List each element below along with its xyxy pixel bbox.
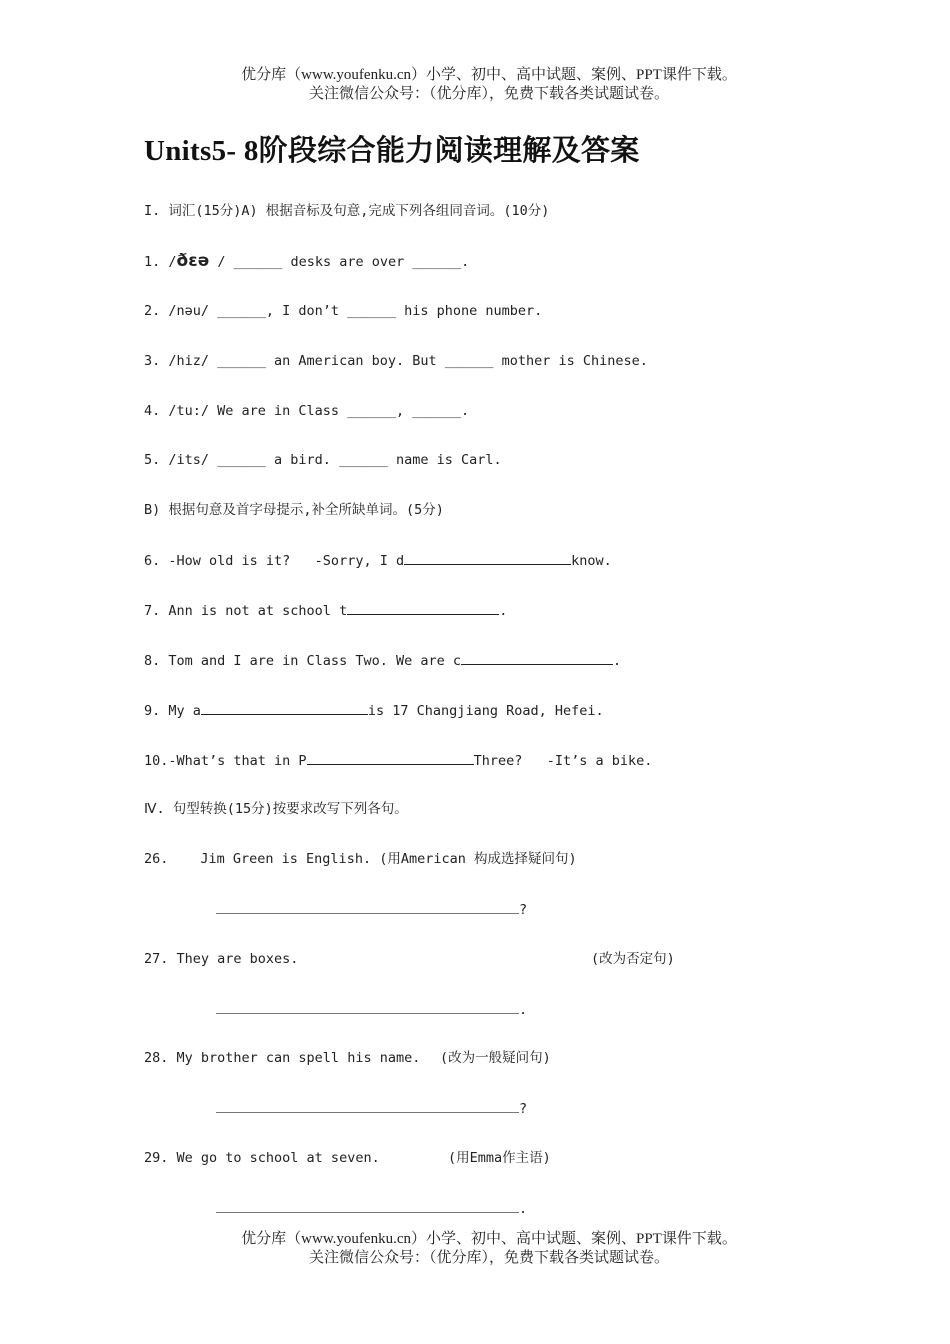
question-7 xyxy=(144,601,507,620)
question-6-blank[interactable] xyxy=(404,551,571,565)
question-8-end: . xyxy=(612,653,622,669)
question-28: 28. My brother can spell his name. xyxy=(144,1050,421,1066)
header-line-2: 关注微信公众号：（优分库），免费下载各类试题试卷。 xyxy=(308,86,669,102)
question-27-answer-end: . xyxy=(519,1002,528,1018)
question-27-answer-line[interactable] xyxy=(216,1000,519,1014)
question-6 xyxy=(144,551,612,570)
question-6-end: know. xyxy=(571,553,612,569)
section-4-heading: Ⅳ. 句型转换(15分)按要求改写下列各句。 xyxy=(144,801,408,817)
question-10-blank[interactable] xyxy=(307,751,474,765)
footer-line-1: 优分库（www.youfenku.cn）小学、初中、高中试题、案例、PPT课件下载。 xyxy=(241,1231,737,1247)
question-29-instruction: (用Emma作主语) xyxy=(448,1150,551,1166)
question-8 xyxy=(144,651,621,670)
question-5: 5. /its/ ______ a bird. ______ name is Carl. xyxy=(144,452,502,468)
question-10-text: 10.-What’s that in P xyxy=(144,753,307,769)
question-26-number: 26. xyxy=(144,851,169,867)
question-29-answer xyxy=(216,1199,527,1218)
question-6-text: 6. -How old is it? -Sorry, I d xyxy=(144,553,405,569)
question-7-blank[interactable] xyxy=(347,601,499,615)
question-9-text: 9. My a xyxy=(144,703,201,719)
page-title: Units5- 8阶段综合能力阅读理解及答案 xyxy=(144,135,640,167)
question-10-end: Three? -It’s a bike. xyxy=(473,753,653,769)
section-1-heading: I. 词汇(15分)A) 根据音标及句意,完成下列各组同音词。(10分) xyxy=(144,203,550,219)
question-28-answer-end: ? xyxy=(519,1101,528,1117)
question-26-answer xyxy=(216,900,527,919)
question-1-number: 1. xyxy=(144,254,161,270)
question-3: 3. /hiz/ ______ an American boy. But ______ mother is Chinese. xyxy=(144,353,648,369)
question-8-blank[interactable] xyxy=(461,651,613,665)
question-28-answer-line[interactable] xyxy=(216,1099,519,1113)
page-footer xyxy=(0,1230,950,1268)
question-27: 27. They are boxes. xyxy=(144,951,299,967)
question-29-answer-line[interactable] xyxy=(216,1199,519,1213)
question-4: 4. /tu:/ We are in Class ______, ______. xyxy=(144,403,470,419)
question-26 xyxy=(144,850,577,868)
question-10 xyxy=(144,751,652,770)
question-26-answer-end: ? xyxy=(519,902,528,918)
question-29: 29. We go to school at seven. xyxy=(144,1150,380,1166)
question-1-ipa-prefix: / xyxy=(168,254,177,270)
question-26-answer-line[interactable] xyxy=(216,900,519,914)
question-9 xyxy=(144,701,604,720)
question-8-text: 8. Tom and I are in Class Two. We are c xyxy=(144,653,461,669)
page-header xyxy=(0,66,950,104)
question-1-text: / ______ desks are over ______. xyxy=(209,254,470,270)
question-27-instruction: (改为否定句) xyxy=(591,951,675,967)
question-9-blank[interactable] xyxy=(201,701,368,715)
question-1-ipa: ðɛə xyxy=(176,251,210,271)
question-2: 2. /nəu/ ______, I don’t ______ his phone number. xyxy=(144,303,543,319)
question-29-answer-end: . xyxy=(519,1201,528,1217)
question-7-end: . xyxy=(499,603,508,619)
question-26-text: Jim Green is English. (用American 构成选择疑问句) xyxy=(200,851,577,867)
question-27-answer xyxy=(216,1000,527,1019)
header-line-1: 优分库（www.youfenku.cn）小学、初中、高中试题、案例、PPT课件下载。 xyxy=(241,67,737,83)
part-b-heading: B) 根据句意及首字母提示,补全所缺单词。(5分) xyxy=(144,502,444,518)
footer-line-2: 关注微信公众号：（优分库），免费下载各类试题试卷。 xyxy=(308,1250,669,1266)
question-9-end: is 17 Changjiang Road, Hefei. xyxy=(367,703,604,719)
question-1 xyxy=(144,252,469,271)
question-28-answer xyxy=(216,1099,527,1118)
question-28-instruction: (改为一般疑问句) xyxy=(440,1050,551,1066)
question-7-text: 7. Ann is not at school t xyxy=(144,603,348,619)
